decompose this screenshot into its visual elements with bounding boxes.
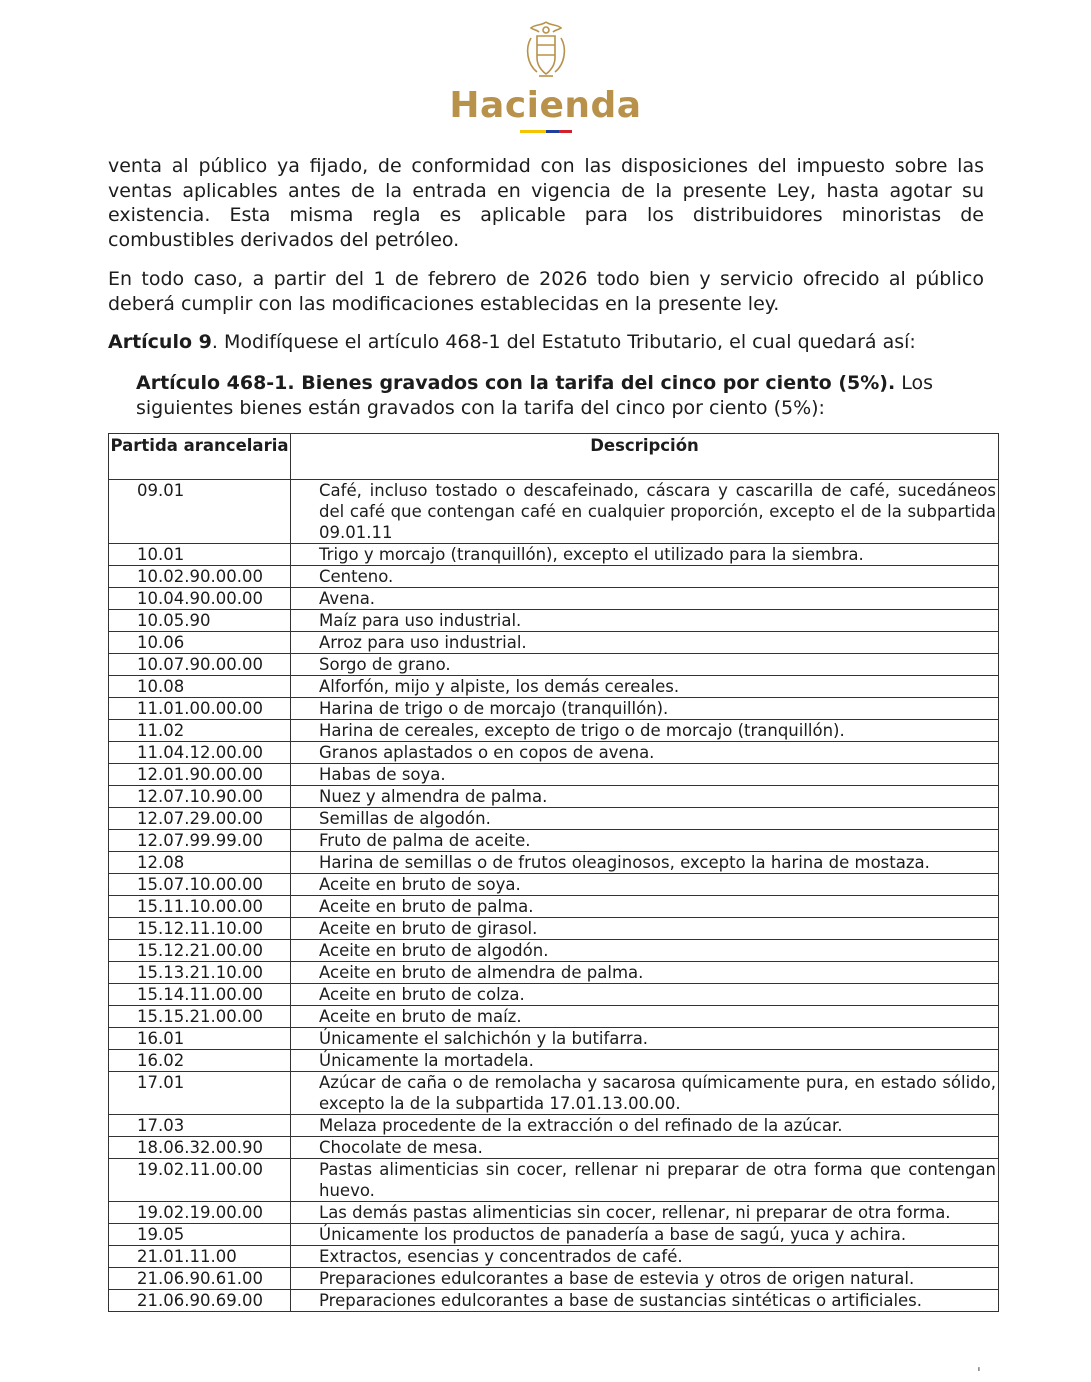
table-row [109,852,999,874]
tariff-description: Las demás pastas alimenticias sin cocer, rellenar, ni preparar de otra forma. [291,1202,999,1224]
tariff-code: 11.02 [109,720,291,742]
tariff-code: 10.05.90 [109,610,291,632]
tariff-code: 09.01 [109,480,291,544]
table-row [109,544,999,566]
tariff-code: 12.07.10.90.00 [109,786,291,808]
tariff-description: Aceite en bruto de colza. [291,984,999,1006]
tariff-description: Fruto de palma de aceite. [291,830,999,852]
tariff-description: Aceite en bruto de soya. [291,874,999,896]
tariff-code: 12.08 [109,852,291,874]
table-row [109,918,999,940]
tariff-code: 21.06.90.61.00 [109,1268,291,1290]
table-row [109,1072,999,1115]
tariff-code: 15.07.10.00.00 [109,874,291,896]
tariff-description: Sorgo de grano. [291,654,999,676]
article-468-1-intro: Los siguientes bienes están gravados con la tarifa del cinco por ciento (5%): [136,372,934,419]
table-row [109,1028,999,1050]
table-row [109,1224,999,1246]
table-row [109,984,999,1006]
tariff-code: 19.05 [109,1224,291,1246]
tariff-code: 12.01.90.00.00 [109,764,291,786]
paragraph-continuation: venta al público ya fijado, de conformidad con las disposiciones del impuesto sobre las ventas aplicables antes de la entrada en vigencia de la presente Ley, hasta agotar su existencia. Esta misma regla es aplicable para los distribuidores minoristas de combustibles derivados del petróleo. [108,155,984,251]
tariff-description: Pastas alimenticias sin cocer, rellenar ni preparar de otra forma que contengan huevo. [291,1159,999,1202]
tariff-description: Aceite en bruto de algodón. [291,940,999,962]
tariff-code: 21.06.90.69.00 [109,1290,291,1312]
table-row [109,808,999,830]
column-header-descripcion: Descripción [291,434,999,480]
tariff-description: Trigo y morcajo (tranquillón), excepto el utilizado para la siembra. [291,544,999,566]
tariff-description: Semillas de algodón. [291,808,999,830]
tariff-description: Únicamente el salchichón y la butifarra. [291,1028,999,1050]
tariff-code: 12.07.29.00.00 [109,808,291,830]
page-edge-mark: ˈ [977,1366,981,1382]
table-row [109,1159,999,1202]
tariff-description: Aceite en bruto de almendra de palma. [291,962,999,984]
tariff-description: Avena. [291,588,999,610]
tariff-description: Nuez y almendra de palma. [291,786,999,808]
column-header-partida: Partida arancelaria [109,434,291,480]
tariff-code: 11.04.12.00.00 [109,742,291,764]
table-row [109,676,999,698]
article-9-text: . Modifíquese el artículo 468-1 del Estatuto Tributario, el cual quedará así: [211,331,916,353]
table-row [109,830,999,852]
tariff-code: 15.11.10.00.00 [109,896,291,918]
tariff-code: 10.02.90.00.00 [109,566,291,588]
table-row [109,1137,999,1159]
tariff-description: Chocolate de mesa. [291,1137,999,1159]
tariff-description: Centeno. [291,566,999,588]
tariff-code: 12.07.99.99.00 [109,830,291,852]
table-row [109,480,999,544]
tariff-description: Azúcar de caña o de remolacha y sacarosa químicamente pura, en estado sólido, excepto la de la subpartida 17.01.13.00.00. [291,1072,999,1115]
tariff-code: 10.06 [109,632,291,654]
tariff-description: Únicamente la mortadela. [291,1050,999,1072]
tariff-code: 17.01 [109,1072,291,1115]
tariff-code: 10.01 [109,544,291,566]
table-row [109,1006,999,1028]
table-row [109,962,999,984]
tariff-description: Preparaciones edulcorantes a base de estevia y otros de origen natural. [291,1268,999,1290]
tariff-description: Harina de trigo o de morcajo (tranquillón). [291,698,999,720]
tariff-description: Extractos, esencias y concentrados de café. [291,1246,999,1268]
tariff-description: Melaza procedente de la extracción o del refinado de la azúcar. [291,1115,999,1137]
tariff-code: 11.01.00.00.00 [109,698,291,720]
colombia-flag-stripe [0,130,1091,133]
table-row [109,764,999,786]
table-row [109,874,999,896]
tariff-code: 10.08 [109,676,291,698]
table-row [109,742,999,764]
tariff-description: Harina de semillas o de frutos oleaginosos, excepto la harina de mostaza. [291,852,999,874]
paragraph-transition: En todo caso, a partir del 1 de febrero de 2026 todo bien y servicio ofrecido al público deberá cumplir con las modificaciones establecidas en la presente ley. [108,268,984,315]
table-row [109,720,999,742]
tariff-code: 17.03 [109,1115,291,1137]
table-row [109,786,999,808]
article-9-label: Artículo 9 [108,331,212,353]
tariff-code: 10.04.90.00.00 [109,588,291,610]
tariff-description: Preparaciones edulcorantes a base de sustancias sintéticas o artificiales. [291,1290,999,1312]
tariff-description: Únicamente los productos de panadería a base de sagú, yuca y achira. [291,1224,999,1246]
tariff-code: 16.02 [109,1050,291,1072]
table-row [109,940,999,962]
table-row [109,632,999,654]
tariff-code: 15.13.21.10.00 [109,962,291,984]
tariff-code: 15.12.11.10.00 [109,918,291,940]
brand-name: Hacienda [449,85,642,126]
document-header [0,18,1091,133]
tariff-description: Café, incluso tostado o descafeinado, cáscara y cascarilla de café, sucedáneos del café que contengan café en cualquier proporción, excepto el de la subpartida 09.01.11 [291,480,999,544]
tariff-code: 19.02.19.00.00 [109,1202,291,1224]
table-row [109,1246,999,1268]
table-row [109,654,999,676]
table-row [109,896,999,918]
article-468-1-heading [136,371,986,420]
table-header-row [109,434,999,480]
tariff-code: 16.01 [109,1028,291,1050]
table-row [109,1115,999,1137]
tariff-description: Aceite en bruto de palma. [291,896,999,918]
table-row [109,1290,999,1312]
tariff-description: Alforfón, mijo y alpiste, los demás cereales. [291,676,999,698]
tariff-table [108,433,999,1312]
table-row [109,698,999,720]
tariff-description: Maíz para uso industrial. [291,610,999,632]
tariff-description: Harina de cereales, excepto de trigo o de morcajo (tranquillón). [291,720,999,742]
table-row [109,1050,999,1072]
article-468-1-title: Artículo 468-1. Bienes gravados con la tarifa del cinco por ciento (5%). [136,372,896,394]
tariff-code: 15.12.21.00.00 [109,940,291,962]
table-row [109,566,999,588]
colombia-coat-of-arms-icon [521,18,571,84]
tariff-description: Habas de soya. [291,764,999,786]
table-row [109,1268,999,1290]
tariff-description: Granos aplastados o en copos de avena. [291,742,999,764]
tariff-code: 15.15.21.00.00 [109,1006,291,1028]
tariff-table-body [109,480,999,1312]
article-9-statement [108,330,984,355]
table-row [109,610,999,632]
tariff-description: Aceite en bruto de girasol. [291,918,999,940]
tariff-description: Arroz para uso industrial. [291,632,999,654]
tariff-code: 10.07.90.00.00 [109,654,291,676]
tariff-code: 19.02.11.00.00 [109,1159,291,1202]
tariff-code: 18.06.32.00.90 [109,1137,291,1159]
tariff-code: 21.01.11.00 [109,1246,291,1268]
table-row [109,1202,999,1224]
tariff-description: Aceite en bruto de maíz. [291,1006,999,1028]
tariff-code: 15.14.11.00.00 [109,984,291,1006]
table-row [109,588,999,610]
